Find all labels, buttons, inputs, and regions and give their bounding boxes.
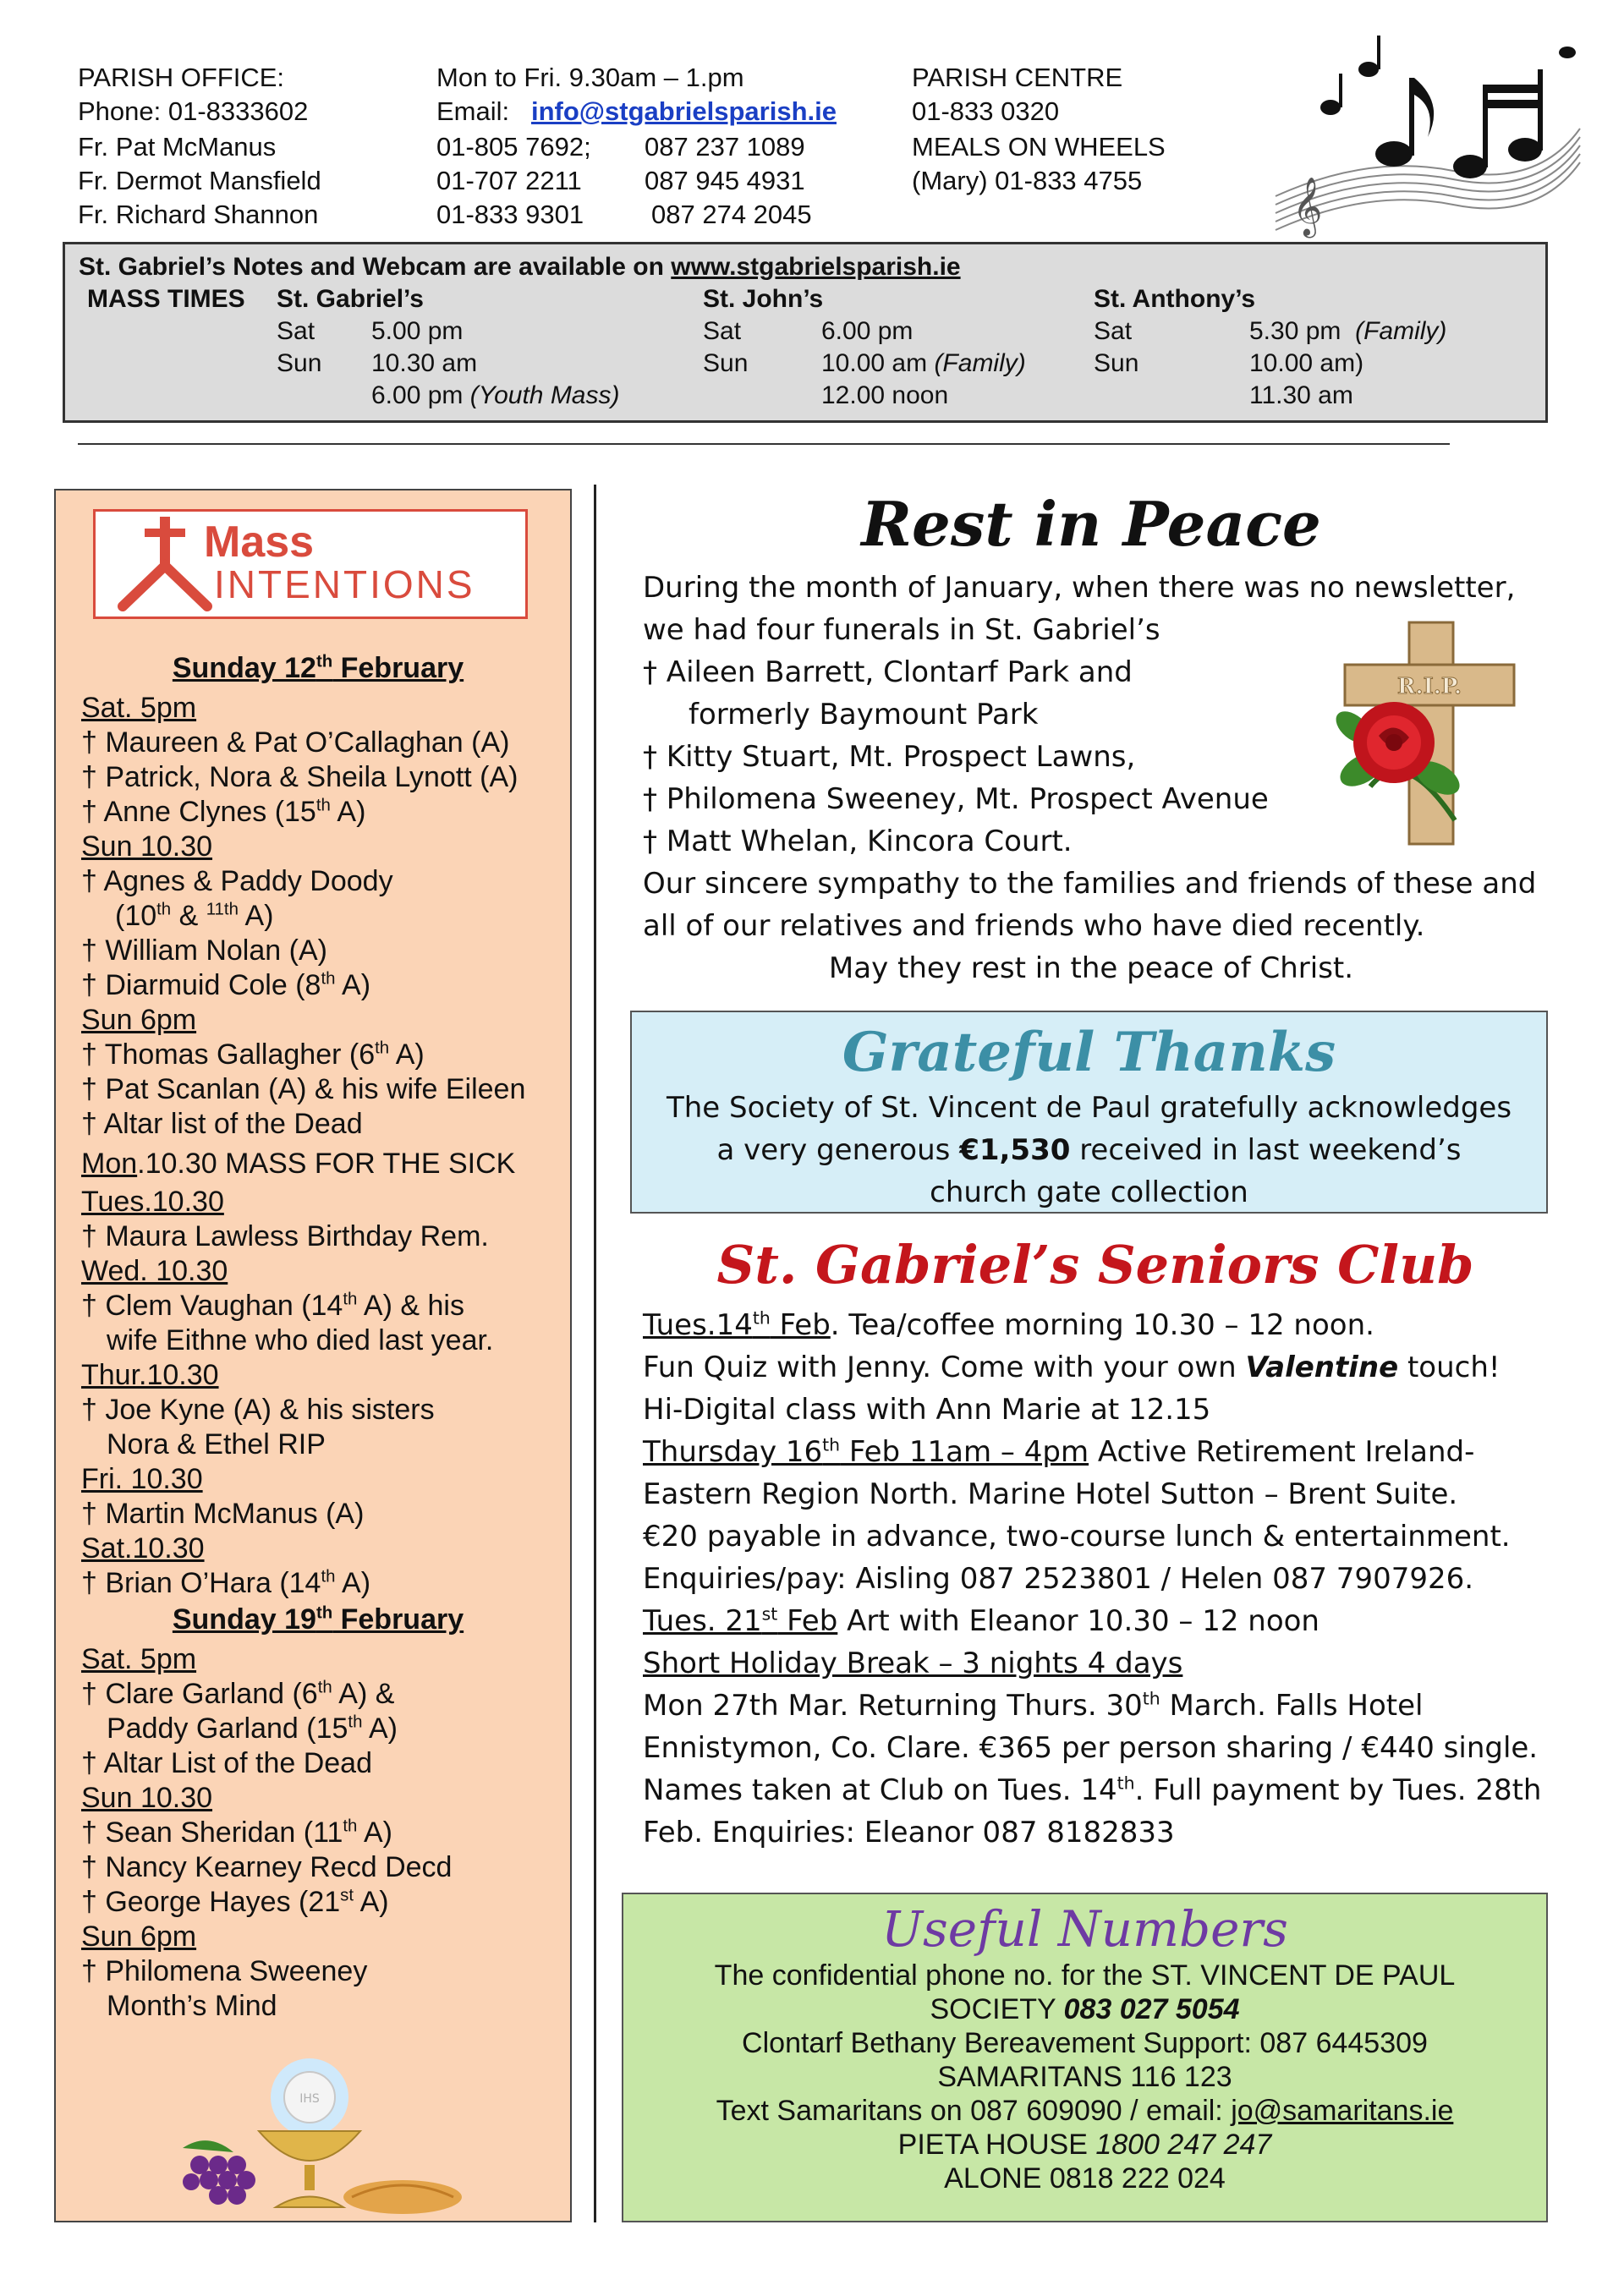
mass-slot: Sun 10.30 bbox=[81, 830, 213, 863]
mass-time: 6.00 pm bbox=[371, 381, 464, 409]
intention-line: Paddy Garland (15th A) bbox=[107, 1712, 398, 1745]
intention-line: † Altar list of the Dead bbox=[81, 1108, 363, 1140]
intention-line: † Agnes & Paddy Doody bbox=[81, 865, 393, 897]
mass-intentions-logo bbox=[93, 509, 528, 619]
seniors-club-section bbox=[643, 1226, 1548, 1854]
mass-slot: Fri. 10.30 bbox=[81, 1463, 203, 1495]
rip-title: Rest in Peace bbox=[861, 488, 1321, 560]
mass-slot: Sun 10.30 bbox=[81, 1782, 213, 1814]
mass-slot: Thur.10.30 bbox=[81, 1359, 219, 1391]
number-line: ALONE 0818 222 024 bbox=[944, 2162, 1226, 2195]
intention-line: † Joe Kyne (A) & his sisters bbox=[81, 1394, 435, 1426]
number-line: Text Samaritans on 087 609090 / email: jo@samaritans.ie bbox=[716, 2095, 1454, 2127]
mass-time: 11.30 am bbox=[1249, 381, 1353, 409]
centre-block bbox=[912, 61, 1166, 198]
samaritans-email-link[interactable]: jo@samaritans.ie bbox=[1231, 2095, 1454, 2127]
priest-mobile: 087 945 4931 bbox=[645, 166, 805, 195]
intention-line: † Thomas Gallagher (6th A) bbox=[81, 1038, 425, 1071]
intention-line: † Sean Sheridan (11th A) bbox=[81, 1817, 392, 1849]
number-line: The confidential phone no. for the ST. VINCENT DE PAUL bbox=[714, 1959, 1456, 1992]
intention-line: † Anne Clynes (15th A) bbox=[81, 796, 366, 828]
email-link[interactable]: info@stgabrielsparish.ie bbox=[530, 96, 837, 126]
intention-line: † Brian O’Hara (14th A) bbox=[81, 1567, 371, 1599]
mass-note: (Family) bbox=[934, 349, 1026, 377]
intention-line: Nora & Ethel RIP bbox=[107, 1428, 326, 1460]
svg-text:𝄞: 𝄞 bbox=[1292, 177, 1323, 236]
mass-day: Sat bbox=[277, 317, 315, 345]
day-heading: Sunday 19th February bbox=[172, 1603, 464, 1636]
intention-line: † Diarmuid Cole (8th A) bbox=[81, 969, 371, 1001]
logo-word-intentions: INTENTIONS bbox=[214, 562, 475, 606]
chalice-bread-grapes-icon bbox=[149, 2047, 470, 2216]
host-ihs-text: IHS bbox=[299, 2092, 320, 2106]
seniors-title: St. Gabriel’s Seniors Club bbox=[716, 1234, 1474, 1296]
intention-line: † Clare Garland (6th A) & bbox=[81, 1678, 395, 1710]
church-name: St. John’s bbox=[703, 285, 824, 313]
priest-mobile: 087 274 2045 bbox=[651, 200, 812, 229]
intention-line: Month’s Mind bbox=[107, 1990, 277, 2022]
notice-text: St. Gabriel’s Notes and Webcam are available on bbox=[79, 253, 664, 281]
day-heading: Sunday 12th February bbox=[172, 652, 464, 684]
priest-phone: 01-707 2211 bbox=[436, 166, 582, 195]
meals-phone: (Mary) 01-833 4755 bbox=[912, 166, 1143, 195]
intention-line: † Philomena Sweeney bbox=[81, 1955, 368, 1987]
meals-label: MEALS ON WHEELS bbox=[912, 132, 1166, 162]
office-phone: Phone: 01-8333602 bbox=[78, 96, 309, 126]
music-notes-icon bbox=[1267, 27, 1582, 238]
donation-amount: €1,530 bbox=[959, 1133, 1071, 1167]
intention-line: † Martin McManus (A) bbox=[81, 1498, 365, 1530]
grateful-thanks-box bbox=[630, 1011, 1548, 1214]
mass-day: Sat bbox=[703, 317, 742, 345]
church-name: St. Anthony’s bbox=[1094, 285, 1256, 313]
church-name: St. Gabriel’s bbox=[277, 285, 424, 313]
contact-block bbox=[436, 61, 837, 232]
mass-slot: Sat. 5pm bbox=[81, 692, 197, 724]
thanks-text: The Society of St. Vincent de Paul gratefully acknowledges a very generous €1,530 received in last weekend’s church gate collection bbox=[666, 1091, 1512, 1209]
mass-note: (Youth Mass) bbox=[469, 381, 620, 409]
mass-note: (Family) bbox=[1355, 317, 1447, 345]
mass-day: Sun bbox=[1094, 349, 1139, 377]
intention-line: † Pat Scanlan (A) & his wife Eileen bbox=[81, 1073, 526, 1105]
mass-time: 10.30 am bbox=[371, 349, 478, 377]
priest-phone: 01-805 7692; bbox=[436, 132, 591, 162]
centre-phone: 01-833 0320 bbox=[912, 96, 1060, 126]
office-hours: Mon to Fri. 9.30am – 1.pm bbox=[436, 63, 744, 92]
header-divider bbox=[78, 443, 1450, 445]
intention-line: † Maureen & Pat O’Callaghan (A) bbox=[81, 726, 510, 759]
mass-slot: Sat.10.30 bbox=[81, 1532, 205, 1564]
priest-phone: 01-833 9301 bbox=[436, 200, 584, 229]
mass-time: 5.30 pm bbox=[1249, 317, 1341, 345]
intention-line: † George Hayes (21st A) bbox=[81, 1886, 389, 1918]
thanks-title: Grateful Thanks bbox=[842, 1021, 1336, 1084]
priest-mobile: 087 237 1089 bbox=[645, 132, 805, 162]
priest-name: Fr. Richard Shannon bbox=[78, 200, 319, 229]
intentions-list bbox=[81, 651, 555, 2024]
mass-slot: Mon.10.30 MASS FOR THE SICK bbox=[81, 1148, 516, 1180]
seniors-text: Tues.14th Feb. Tea/coffee morning 10.30 – 12 noon. Fun Quiz with Jenny. Come with your own Valentine touch! Hi-Digital class with Ann Marie at 12.15 Thursday 16th Feb 11am – 4pm Active Retirement Ireland- Eastern Region North. Marine Hotel Sutton – Brent Suite. €20 payable in advance, two-course lunch & entertainment. Enquiries/pay: Aisling 087 2523801 / Helen 087 7907926. Tues. 21st Feb Art with Eleanor 10.30 – 12 noon Short Holiday Break – 3 nights 4 days Mon 27th Mar. Returning Thurs. 30th March. Falls Hotel Ennistymon, Co. Clare. €365 per person sharing / €440 single. Names taken at Club on Tues. 14th. Full payment by Tues. 28th Feb. Enquiries: Eleanor 087 8182833 bbox=[643, 1307, 1542, 1849]
mass-times-box bbox=[63, 242, 1548, 423]
email-label: Email: bbox=[436, 96, 510, 126]
priest-name: Fr. Pat McManus bbox=[78, 132, 277, 162]
priest-name: Fr. Dermot Mansfield bbox=[78, 166, 321, 195]
number-line: SAMARITANS 116 123 bbox=[937, 2061, 1232, 2093]
mass-time: 10.00 am bbox=[821, 349, 928, 377]
column-divider bbox=[594, 485, 596, 2222]
useful-numbers-box bbox=[622, 1893, 1548, 2222]
rip-cross-text: R.I.P. bbox=[1396, 674, 1462, 699]
intention-line: wife Eithne who died last year. bbox=[107, 1324, 494, 1356]
intention-line: † William Nolan (A) bbox=[81, 934, 327, 967]
office-label: PARISH OFFICE: bbox=[78, 63, 285, 92]
mass-times-label: MASS TIMES bbox=[87, 285, 245, 313]
rip-cross-rose-icon bbox=[1320, 617, 1539, 847]
office-block bbox=[78, 61, 321, 232]
intention-line: † Altar List of the Dead bbox=[81, 1747, 372, 1779]
rip-text: During the month of January, when there was no newsletter, we had four funerals in St. Gabriel’s † Aileen Barrett, Clontarf Park and formerly Baymount Park † Kitty Stuart, Mt. Prospect Lawns, † Philomena Sweeney, Mt. Prospect Avenue † Matt Whelan, Kincora Court. Our sincere sympathy to the families and friends of these and all of our relatives and friends who have died recently. May they rest in the peace of Christ. bbox=[643, 571, 1537, 985]
mass-day: Sun bbox=[703, 349, 749, 377]
mass-day: Sat bbox=[1094, 317, 1133, 345]
mass-day: Sun bbox=[277, 349, 322, 377]
number-line: SOCIETY 083 027 5054 bbox=[930, 1993, 1240, 2025]
intention-line: † Nancy Kearney Recd Decd bbox=[81, 1851, 453, 1883]
mass-slot: Tues.10.30 bbox=[81, 1186, 224, 1218]
number-line: PIETA HOUSE 1800 247 247 bbox=[897, 2129, 1272, 2161]
mass-slot: Sat. 5pm bbox=[81, 1643, 197, 1675]
mass-slot: Sun 6pm bbox=[81, 1004, 197, 1036]
number-line: Clontarf Bethany Bereavement Support: 087 6445309 bbox=[742, 2027, 1428, 2059]
logo-word-mass: Mass bbox=[204, 518, 315, 567]
intention-line: † Clem Vaughan (14th A) & his bbox=[81, 1290, 464, 1322]
numbers-title: Useful Numbers bbox=[881, 1900, 1288, 1958]
mass-slot: Sun 6pm bbox=[81, 1921, 197, 1953]
website-link[interactable]: www.stgabrielsparish.ie bbox=[671, 253, 961, 281]
mass-slot: Wed. 10.30 bbox=[81, 1255, 228, 1287]
intention-line: † Maura Lawless Birthday Rem. bbox=[81, 1220, 489, 1252]
centre-label: PARISH CENTRE bbox=[912, 63, 1123, 92]
mass-time: 12.00 noon bbox=[821, 381, 949, 409]
mass-time: 6.00 pm bbox=[821, 317, 914, 345]
mass-time: 10.00 am) bbox=[1249, 349, 1364, 377]
intention-line: (10th & $^{11th}$ A) bbox=[115, 900, 274, 932]
mass-time: 5.00 pm bbox=[371, 317, 464, 345]
intention-line: † Patrick, Nora & Sheila Lynott (A) bbox=[81, 761, 518, 793]
mass-intentions-panel bbox=[54, 489, 572, 2222]
